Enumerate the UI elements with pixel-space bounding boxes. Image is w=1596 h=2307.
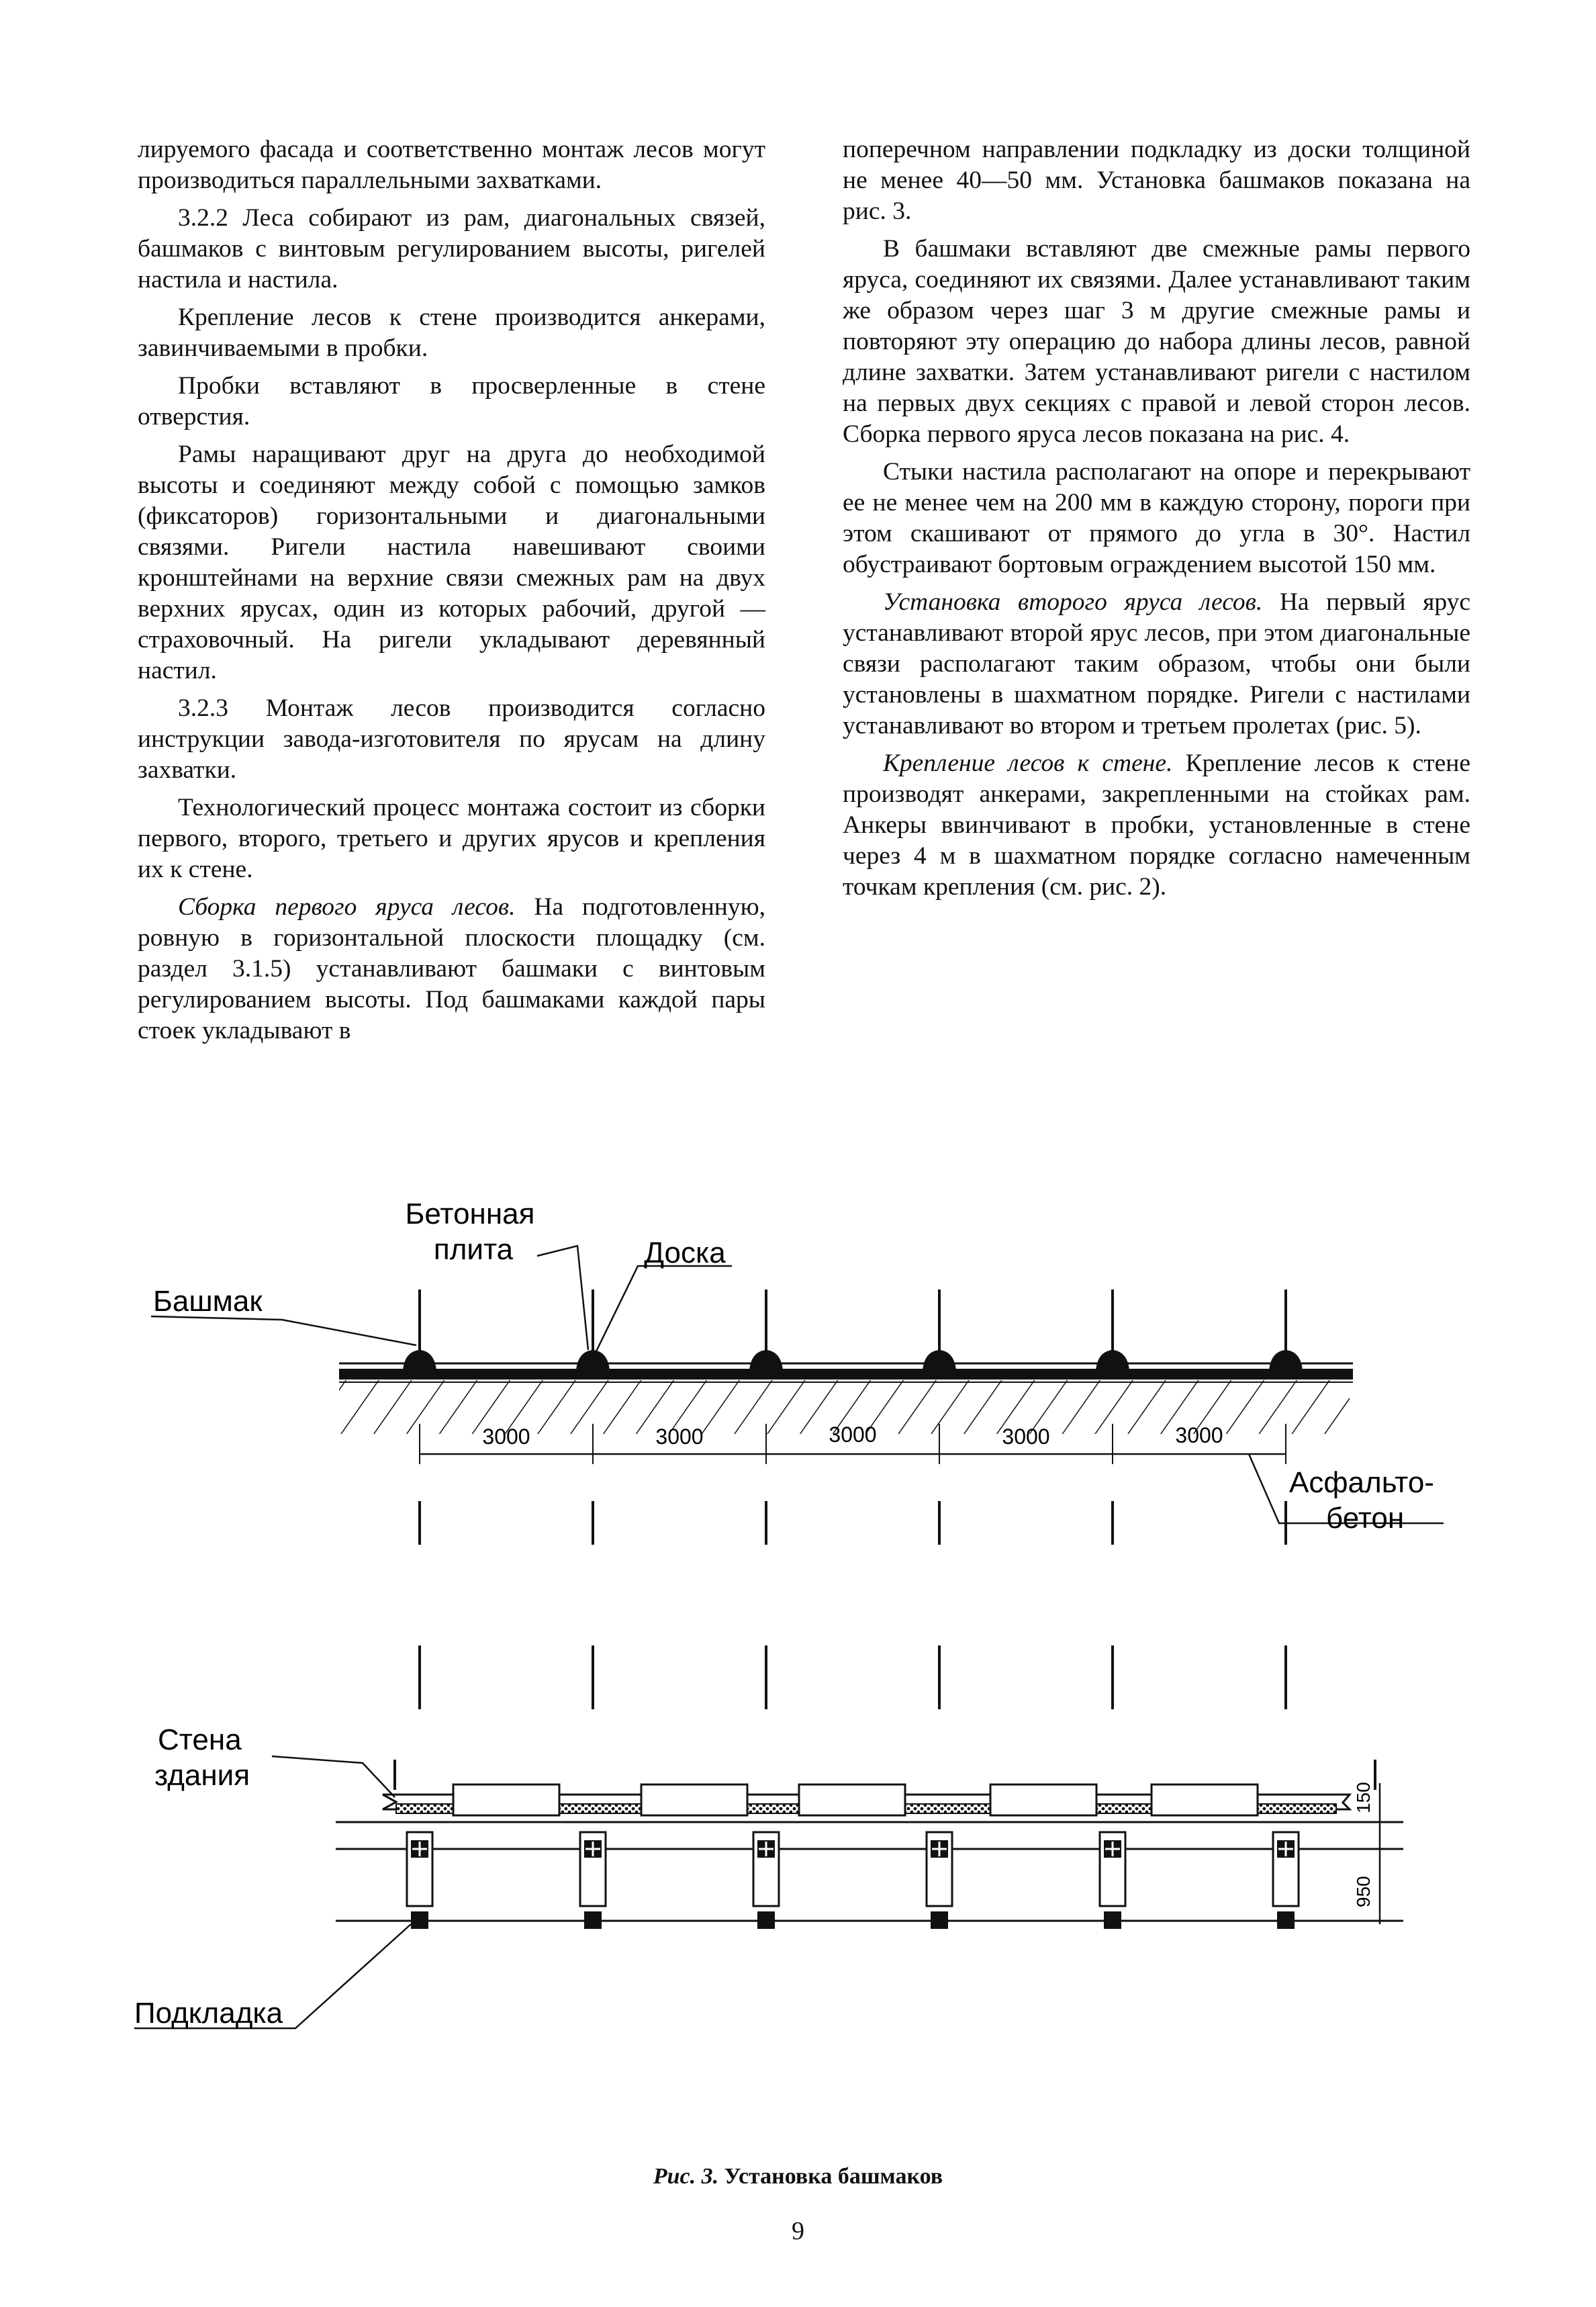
label-board: Доска <box>644 1236 726 1269</box>
label-pad: Подкладка <box>134 1997 283 2030</box>
label-concrete-slab: Бетонная <box>405 1197 535 1230</box>
post-shoe <box>1269 1290 1303 1370</box>
label-asphalt: бетон <box>1326 1502 1405 1535</box>
dimension-950: 950 <box>1353 1876 1374 1907</box>
paragraph: поперечном направлении подкладку из доски толщиной не менее 40—50 мм. Установка башмаков показана на рис. 3. <box>843 136 1470 225</box>
post-shoe <box>749 1290 783 1370</box>
caption-text: Установка башмаков <box>718 2164 943 2189</box>
paragraph: Пробки вставляют в просверленные в стене отверстия. <box>138 372 765 431</box>
post-section <box>411 1840 1295 1929</box>
leader-wall <box>272 1756 395 1797</box>
dimension-150: 150 <box>1353 1782 1374 1813</box>
paragraph: Стыки настила располагают на опоре и перекрывают ее не менее чем на 200 мм в каждую сторону, пороги при этом скашивают от прямого до угла в 30°. Настил обустраивают бортовым ограждением высотой 150 мм. <box>843 458 1470 578</box>
label-wall: Стена <box>158 1723 242 1756</box>
span-dimension: 3000 <box>1002 1424 1050 1449</box>
figure-caption <box>0 2164 1596 2189</box>
elevation-view <box>151 1197 1444 1790</box>
italic-heading: Крепление лесов к стене. <box>883 750 1173 777</box>
paragraph: Рамы наращивают друг на друга до необходимой высоты и соединяют между собой с помощью замков (фиксаторов) горизонтальными и диагональными связями. Ригели настила навешивают своими кронштейнами на верхние связи смежных рам на двух верхних ярусах, один из которых рабочий, другой — страховочный. На ригели укладывают деревянный настил. <box>138 441 765 684</box>
label-asphalt: Асфальто- <box>1289 1466 1434 1499</box>
leader-board <box>596 1266 732 1351</box>
concrete-slab <box>339 1369 1353 1379</box>
paragraph: 3.2.3 Монтаж лесов производится согласно инструкции завода-изготовителя по ярусам на длину захватки. <box>138 694 765 784</box>
plan-view <box>134 1723 1403 2030</box>
paragraph-text: На первый ярус устанавливают второй ярус лесов, при этом диагональные связи располагают таким образом, чтобы они были установлены в шахматном порядке. Ригели с настилами устанавливают во втором и третьем пролетах (рис. 5). <box>843 588 1470 739</box>
span-dimension: 3000 <box>482 1424 530 1449</box>
italic-heading: Установка второго яруса лесов. <box>883 588 1263 616</box>
axis-lines <box>395 1501 1375 1790</box>
post-shoe <box>403 1290 436 1370</box>
page-number: 9 <box>792 2217 804 2245</box>
span-dimension: 3000 <box>655 1424 704 1449</box>
span-dimension: 3000 <box>1175 1423 1223 1447</box>
label-shoe: Башмак <box>153 1285 263 1318</box>
post-shoe <box>1096 1290 1129 1370</box>
paragraph: Технологический процесс монтажа состоит из сборки первого, второго, третьего и других ярусов и крепления их к стене. <box>138 794 765 883</box>
leader-concrete <box>537 1246 588 1350</box>
label-wall: здания <box>154 1759 250 1792</box>
paragraph-text: Крепление лесов к стене производят анкерами, закрепленными на стойках рам. Анкеры ввинчивают в пробки, установленные в стене через 4 м в шахматном порядке согласно намеченным точкам крепления (см. рис. 2). <box>843 750 1470 901</box>
leader-shoe <box>151 1316 416 1345</box>
pad-group <box>407 1832 1299 1906</box>
span-dimension: 3000 <box>829 1422 877 1447</box>
italic-heading: Сборка первого яруса лесов. <box>178 893 516 921</box>
paragraph: В башмаки вставляют две смежные рамы первого яруса, соединяют их связями. Далее устанавливают таким же образом через шаг 3 м другие смежные рамы и повторяют эту операцию до набора длины лесов, равной длине захватки. Затем устанавливают ригели с настилом на первых двух секциях с правой и левой сторон лесов. Сборка первого яруса лесов показана на рис. 4. <box>843 235 1470 448</box>
label-concrete-slab: плита <box>433 1233 514 1266</box>
caption-number: Рис. 3. <box>653 2164 719 2189</box>
paragraph: 3.2.2 Леса собирают из рам, диагональных связей, башмаков с винтовым регулированием высоты, ригелей настила и настила. <box>138 204 765 293</box>
paragraph-text: На подготовленную, ровную в горизонтальной плоскости площадку (см. раздел 3.1.5) устанавливают башмаки с винтовым регулированием высоты. Под башмаками каждой пары стоек укладывают в <box>138 893 765 1044</box>
post-shoe <box>576 1290 610 1370</box>
paragraph: лируемого фасада и соответственно монтаж лесов могут производиться параллельными захватками. <box>138 136 765 194</box>
post-shoe <box>923 1290 956 1370</box>
paragraph: Крепление лесов к стене производится анкерами, завинчиваемыми в пробки. <box>138 304 765 362</box>
